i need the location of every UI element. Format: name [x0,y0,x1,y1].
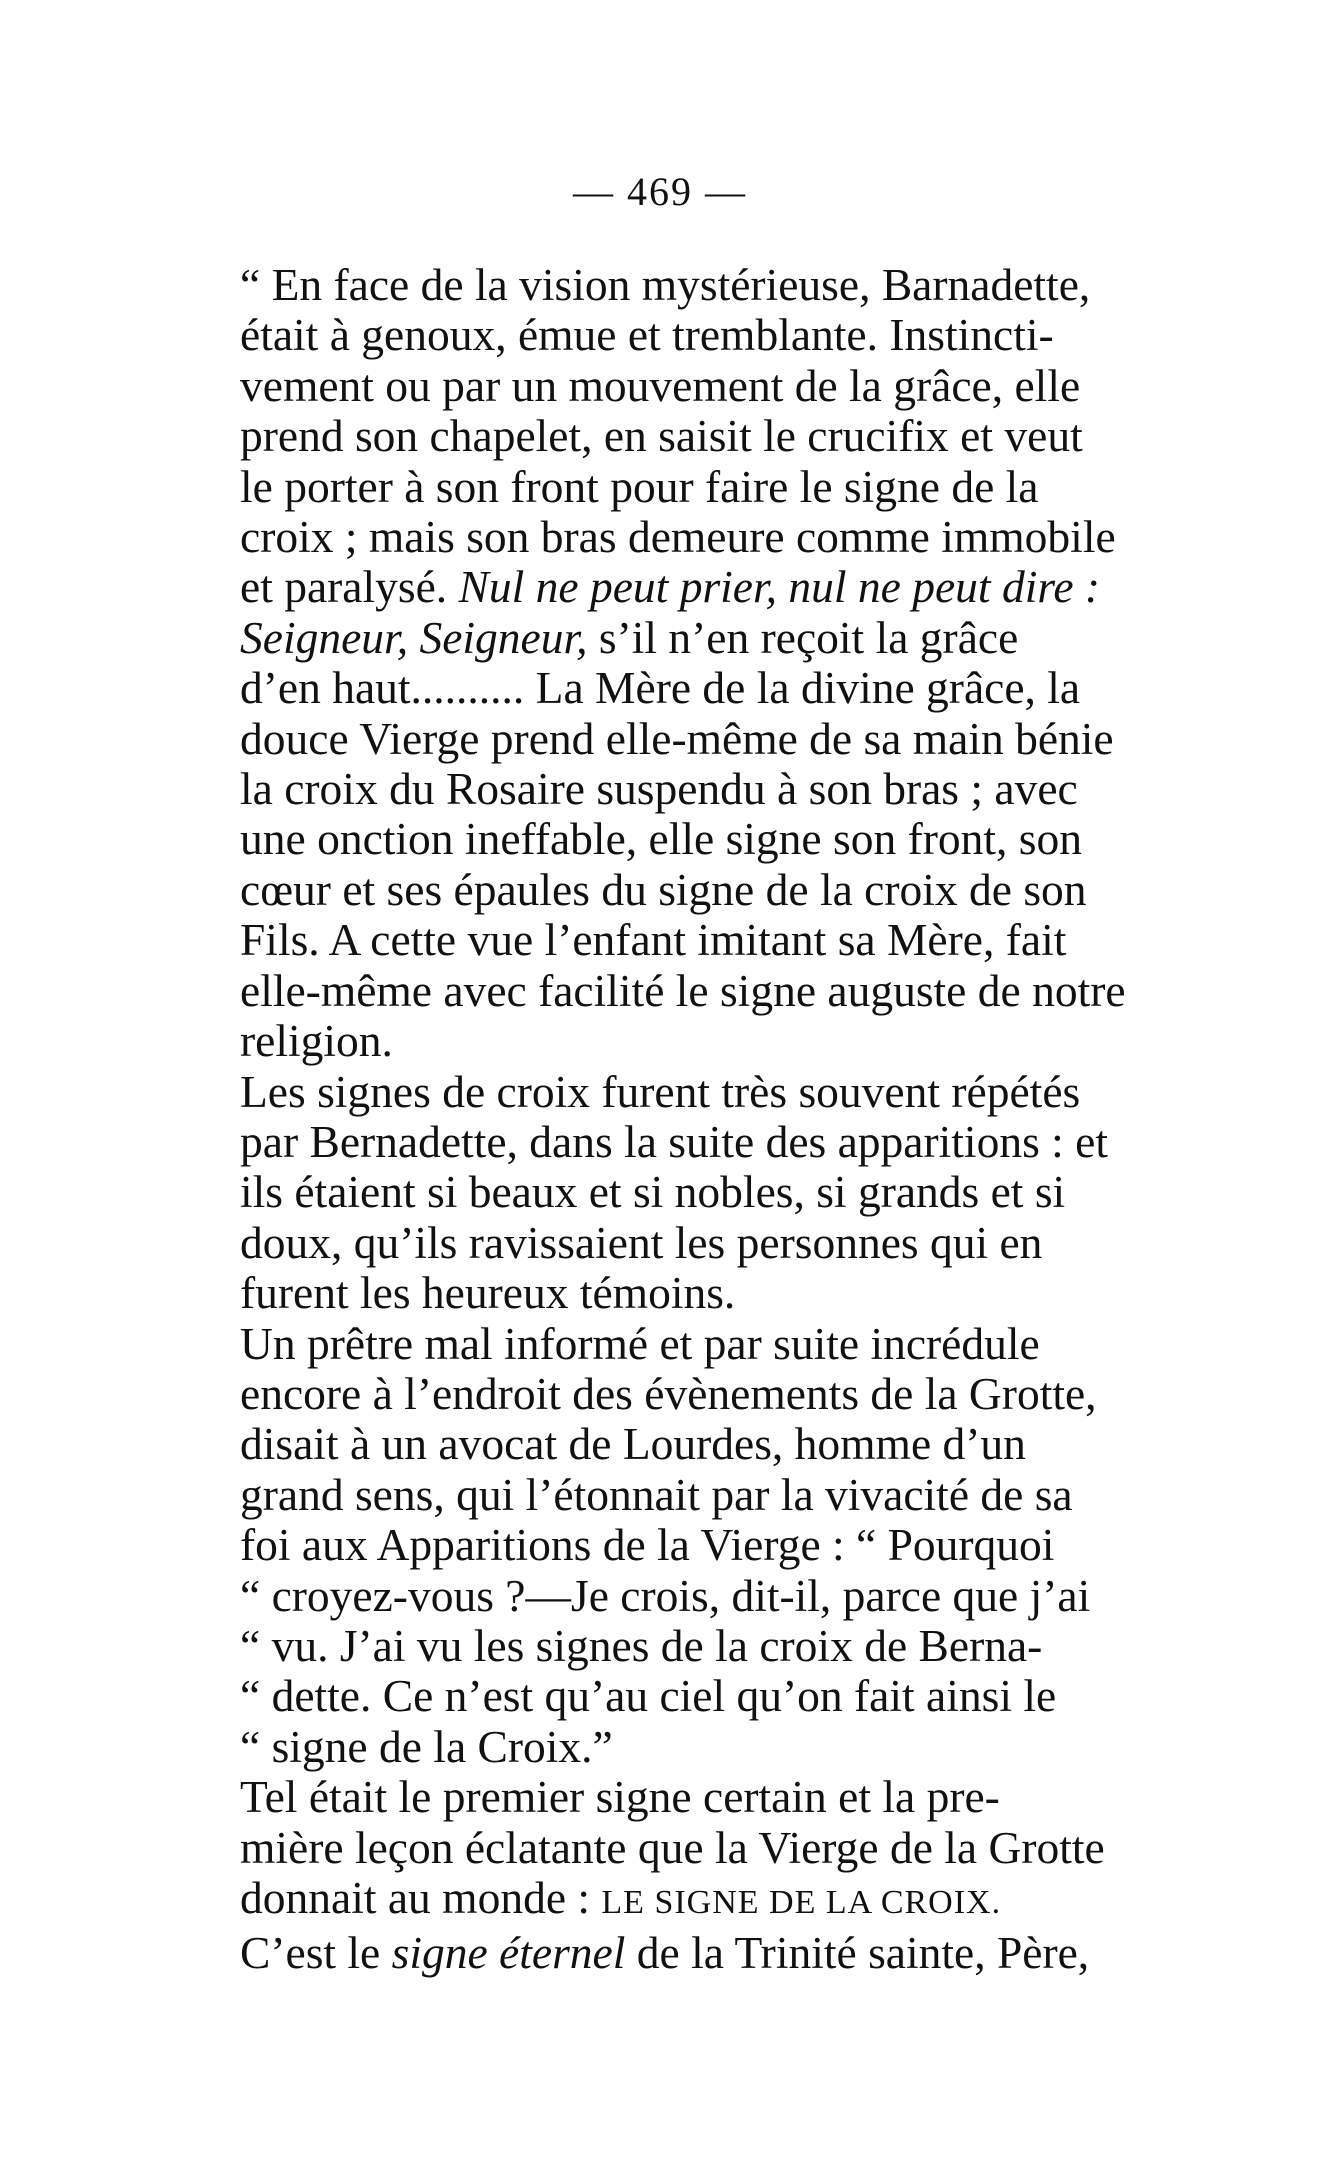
text-segment: mière leçon éclatante que la Vierge de la Grotte [240,1821,1105,1873]
text-segment: douce Vierge prend elle-même de sa main bénie [240,712,1114,764]
text-segment: religion. [240,1015,393,1067]
text-line [186,1067,1186,1117]
text-line [186,1823,1186,1873]
text-segment: grand sens, qui l’étonnait par la vivacité de sa [240,1468,1073,1520]
text-segment: était à genoux, émue et tremblante. Instincti- [240,309,1054,361]
text-segment: et paralysé. [240,561,459,613]
text-segment: Tel était le premier signe certain et la pre- [240,1771,1000,1823]
text-line [186,663,1186,713]
text-line [186,361,1186,411]
text-line [186,1520,1186,1570]
text-line [186,714,1186,764]
text-line [186,1268,1186,1318]
text-segment: doux, qu’ils ravissaient les personnes qui en [240,1216,1043,1268]
text-segment: croix ; mais son bras demeure comme immobile [240,511,1116,563]
text-line [186,1218,1186,1268]
text-segment: “ vu. J’ai vu les signes de la croix de Berna- [240,1619,1043,1671]
text-line [186,310,1186,360]
text-segment: donnait au monde : [240,1872,602,1923]
text-line [186,562,1186,612]
text-segment: par Bernadette, dans la suite des apparitions : et [240,1115,1109,1167]
text-segment: “ dette. Ce n’est qu’au ciel qu’on fait ainsi le [240,1670,1057,1722]
page-number: — 469 — [573,169,747,214]
text-line [186,1928,1186,1978]
italic-text: Seigneur, Seigneur, [240,611,588,663]
text-segment: Un prêtre mal informé et par suite incrédule [240,1317,1040,1369]
text-line [186,1772,1186,1822]
text-segment: d’en haut.......... La Mère de la divine grâce, la [240,662,1081,714]
text-segment: “ croyez-vous ?—Je crois, dit-il, parce que j’ai [240,1569,1091,1621]
text-segment: la croix du Rosaire suspendu à son bras ; avec [240,763,1078,815]
text-segment: “ En face de la vision mystérieuse, Barnadette, [240,259,1091,310]
text-line [186,1117,1186,1167]
paragraph [186,260,1186,1067]
italic-text: signe éternel [391,1927,626,1979]
text-segment: foi aux Apparitions de la Vierge : “ Pourquoi [240,1519,1055,1571]
text-line [186,1571,1186,1621]
text-line [186,1419,1186,1469]
text-line [186,1369,1186,1419]
text-line [186,512,1186,562]
text-segment: encore à l’endroit des évènements de la Grotte, [240,1367,1097,1419]
text-line [186,865,1186,915]
text-line [186,966,1186,1016]
text-line [186,814,1186,864]
paragraph [186,1928,1186,1978]
text-line [186,1873,1186,1928]
text-segment: disait à un avocat de Lourdes, homme d’un [240,1418,1026,1470]
text-segment: de la Trinité sainte, Père, [625,1927,1090,1979]
text-segment: Les signes de croix furent très souvent répétés [240,1065,1081,1117]
text-segment: ils étaient si beaux et si nobles, si grands et si [240,1166,1066,1218]
body-text [186,260,1186,1979]
text-line [186,411,1186,461]
text-line [186,1167,1186,1217]
text-segment: “ signe de la Croix.” [240,1720,613,1772]
paragraph [186,1067,1186,1319]
text-segment: une onction ineffable, elle signe son front, son [240,813,1082,865]
text-segment: vement ou par un mouvement de la grâce, elle [240,359,1081,411]
italic-text: Nul ne peut prier, nul ne peut dire : [458,561,1101,613]
paragraph [186,1319,1186,1773]
text-segment: le porter à son front pour faire le signe de la [240,460,1039,512]
paragraph [186,1772,1186,1928]
small-caps-text: LE SIGNE DE LA CROIX. [601,1884,1002,1921]
text-line [186,462,1186,512]
text-segment: C’est le [240,1927,392,1979]
text-line [186,915,1186,965]
text-segment: furent les heureux témoins. [240,1267,736,1319]
text-segment: Fils. A cette vue l’enfant imitant sa Mère, fait [240,914,1067,966]
text-segment: prend son chapelet, en saisit le crucifix et veut [240,410,1083,462]
text-segment: s’il n’en reçoit la grâce [587,611,1019,663]
text-line [186,260,1186,310]
text-line [186,1671,1186,1721]
text-line [186,1016,1186,1066]
text-segment: elle-même avec facilité le signe auguste de notre [240,964,1126,1016]
text-segment: cœur et ses épaules du signe de la croix de son [240,863,1087,915]
text-line [186,1470,1186,1520]
text-line [186,1319,1186,1369]
text-line [186,764,1186,814]
text-line [186,1722,1186,1772]
text-line [186,613,1186,663]
text-line [186,1621,1186,1671]
